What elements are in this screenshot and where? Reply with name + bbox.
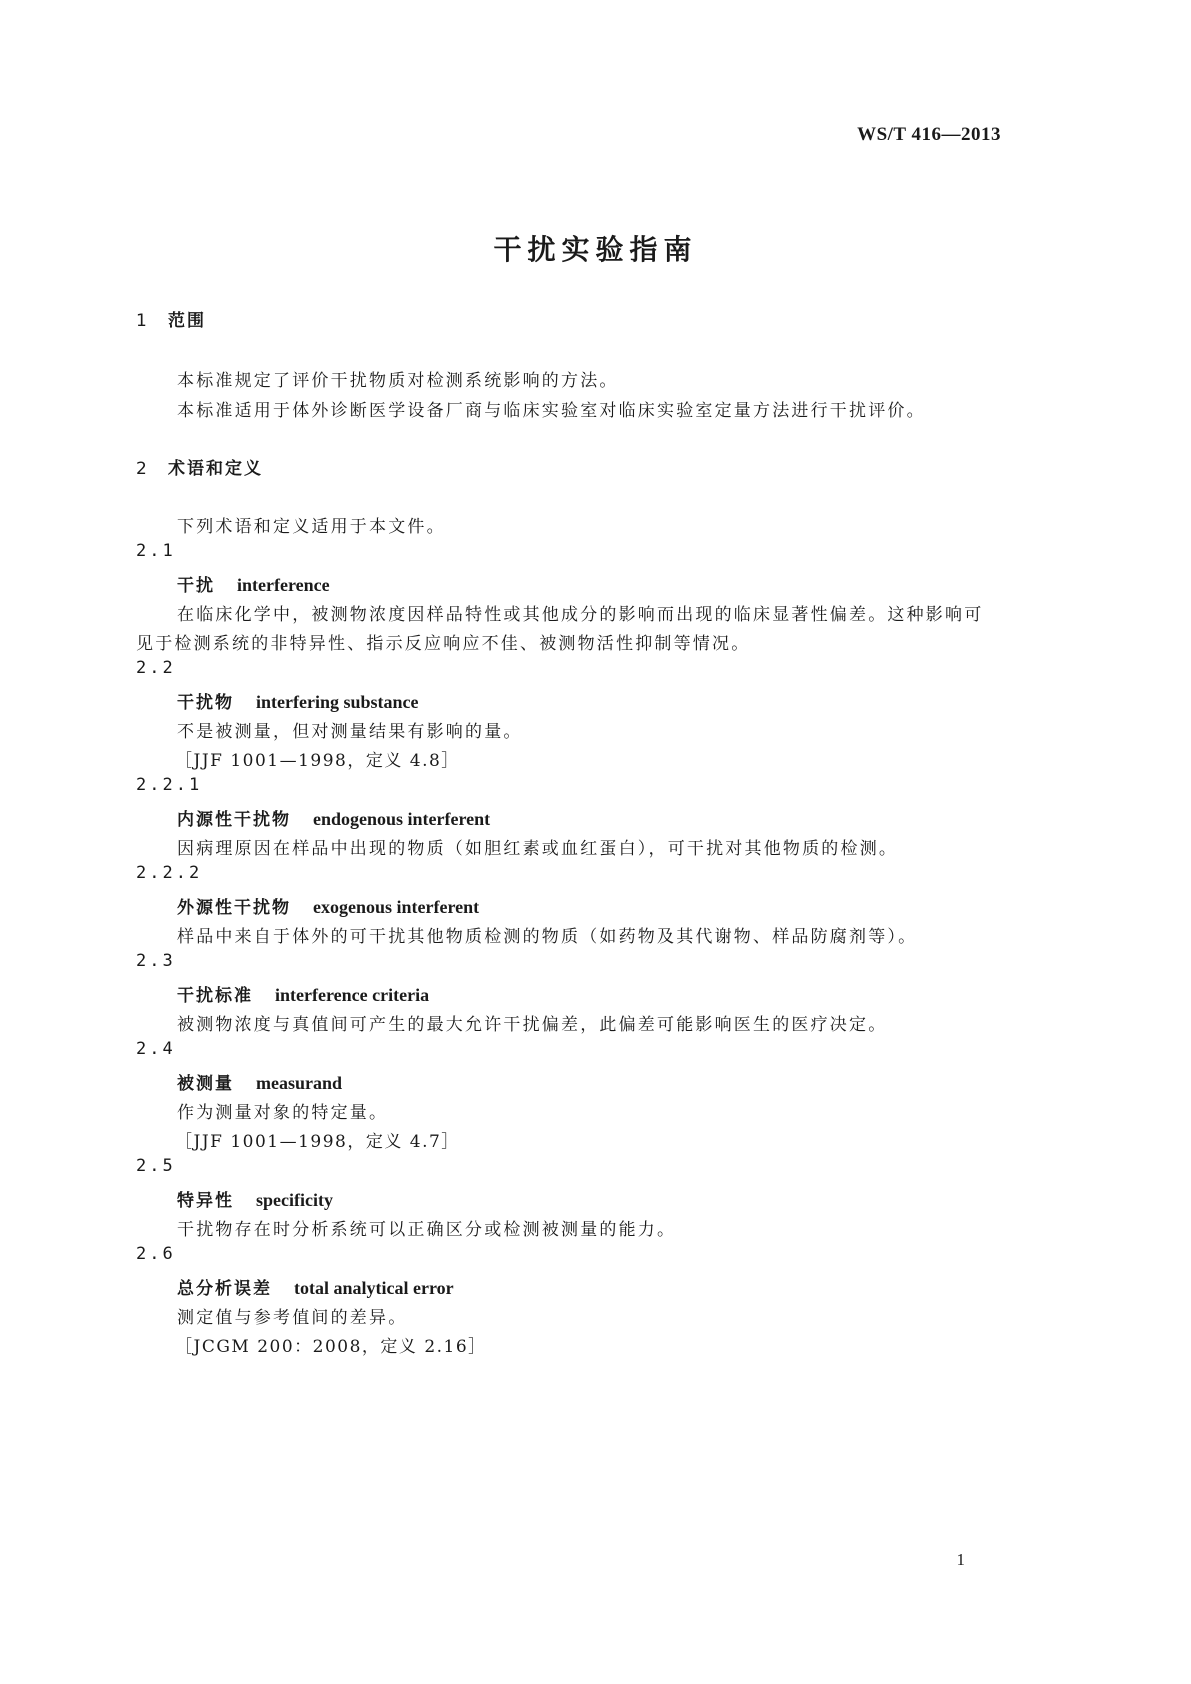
page-number: 1	[956, 1550, 965, 1569]
reference-note: ［JJF 1001—1998，定义 4.7］	[175, 1132, 460, 1152]
term-en: interfering substance	[256, 692, 419, 712]
definition-continued: 见于检测系统的非特异性、指示反应响应不佳、被测物活性抑制等情况。	[136, 634, 751, 654]
section-title: 范围	[168, 311, 206, 331]
term-zh: 特异性	[177, 1191, 234, 1211]
section-number: 1	[136, 311, 149, 331]
clause-number: 2.5	[136, 1156, 176, 1176]
clause-number: 2.2	[136, 658, 176, 678]
term-en: specificity	[256, 1190, 333, 1210]
term-entry	[177, 893, 479, 918]
term-entry	[177, 1069, 342, 1094]
term-entry	[177, 981, 429, 1006]
document-title: 干扰实验指南	[493, 233, 698, 266]
term-entry	[177, 571, 330, 596]
clause-number: 2.4	[136, 1039, 176, 1059]
term-entry	[177, 805, 490, 830]
definition: 作为测量对象的特定量。	[177, 1103, 389, 1123]
section-heading-terms	[136, 454, 263, 479]
section-title: 术语和定义	[168, 459, 263, 479]
clause-number: 2.6	[136, 1244, 176, 1264]
term-zh: 干扰物	[177, 693, 234, 713]
clause-number: 2.2.1	[136, 775, 203, 795]
definition: 测定值与参考值间的差异。	[177, 1308, 408, 1328]
term-zh: 总分析误差	[177, 1279, 272, 1299]
scope-paragraph-2: 本标准适用于体外诊断医学设备厂商与临床实验室对临床实验室定量方法进行干扰评价。	[177, 401, 926, 421]
section-number: 2	[136, 459, 149, 479]
term-entry	[177, 1186, 333, 1211]
reference-note: ［JCGM 200：2008，定义 2.16］	[175, 1337, 487, 1357]
term-en: interference criteria	[275, 985, 430, 1005]
term-en: endogenous interferent	[313, 809, 491, 829]
term-entry	[177, 688, 418, 713]
definition: 被测物浓度与真值间可产生的最大允许干扰偏差，此偏差可能影响医生的医疗决定。	[177, 1015, 888, 1035]
standard-code: WS/T 416—2013	[857, 124, 1001, 145]
term-zh: 干扰标准	[177, 986, 253, 1006]
definition: 不是被测量，但对测量结果有影响的量。	[177, 722, 523, 742]
reference-note: ［JJF 1001—1998，定义 4.8］	[175, 751, 460, 771]
term-en: interference	[237, 575, 330, 595]
definition: 干扰物存在时分析系统可以正确区分或检测被测量的能力。	[177, 1220, 677, 1240]
term-en: total analytical error	[294, 1278, 454, 1298]
clause-number: 2.2.2	[136, 863, 203, 883]
definition: 在临床化学中，被测物浓度因样品特性或其他成分的影响而出现的临床显著性偏差。这种影响可	[177, 605, 984, 625]
section-heading-scope	[136, 306, 206, 331]
term-zh: 干扰	[177, 576, 215, 596]
term-entry	[177, 1274, 454, 1299]
clause-number: 2.3	[136, 951, 176, 971]
term-zh: 内源性干扰物	[177, 810, 291, 830]
definition: 因病理原因在样品中出现的物质（如胆红素或血红蛋白），可干扰对其他物质的检测。	[177, 839, 899, 859]
term-en: measurand	[256, 1073, 343, 1093]
terms-intro: 下列术语和定义适用于本文件。	[177, 517, 446, 537]
scope-paragraph-1: 本标准规定了评价干扰物质对检测系统影响的方法。	[177, 371, 619, 391]
clause-number: 2.1	[136, 541, 176, 561]
term-zh: 外源性干扰物	[177, 898, 291, 918]
definition: 样品中来自于体外的可干扰其他物质检测的物质（如药物及其代谢物、样品防腐剂等）。	[177, 927, 918, 947]
term-zh: 被测量	[177, 1074, 234, 1094]
term-en: exogenous interferent	[313, 897, 480, 917]
